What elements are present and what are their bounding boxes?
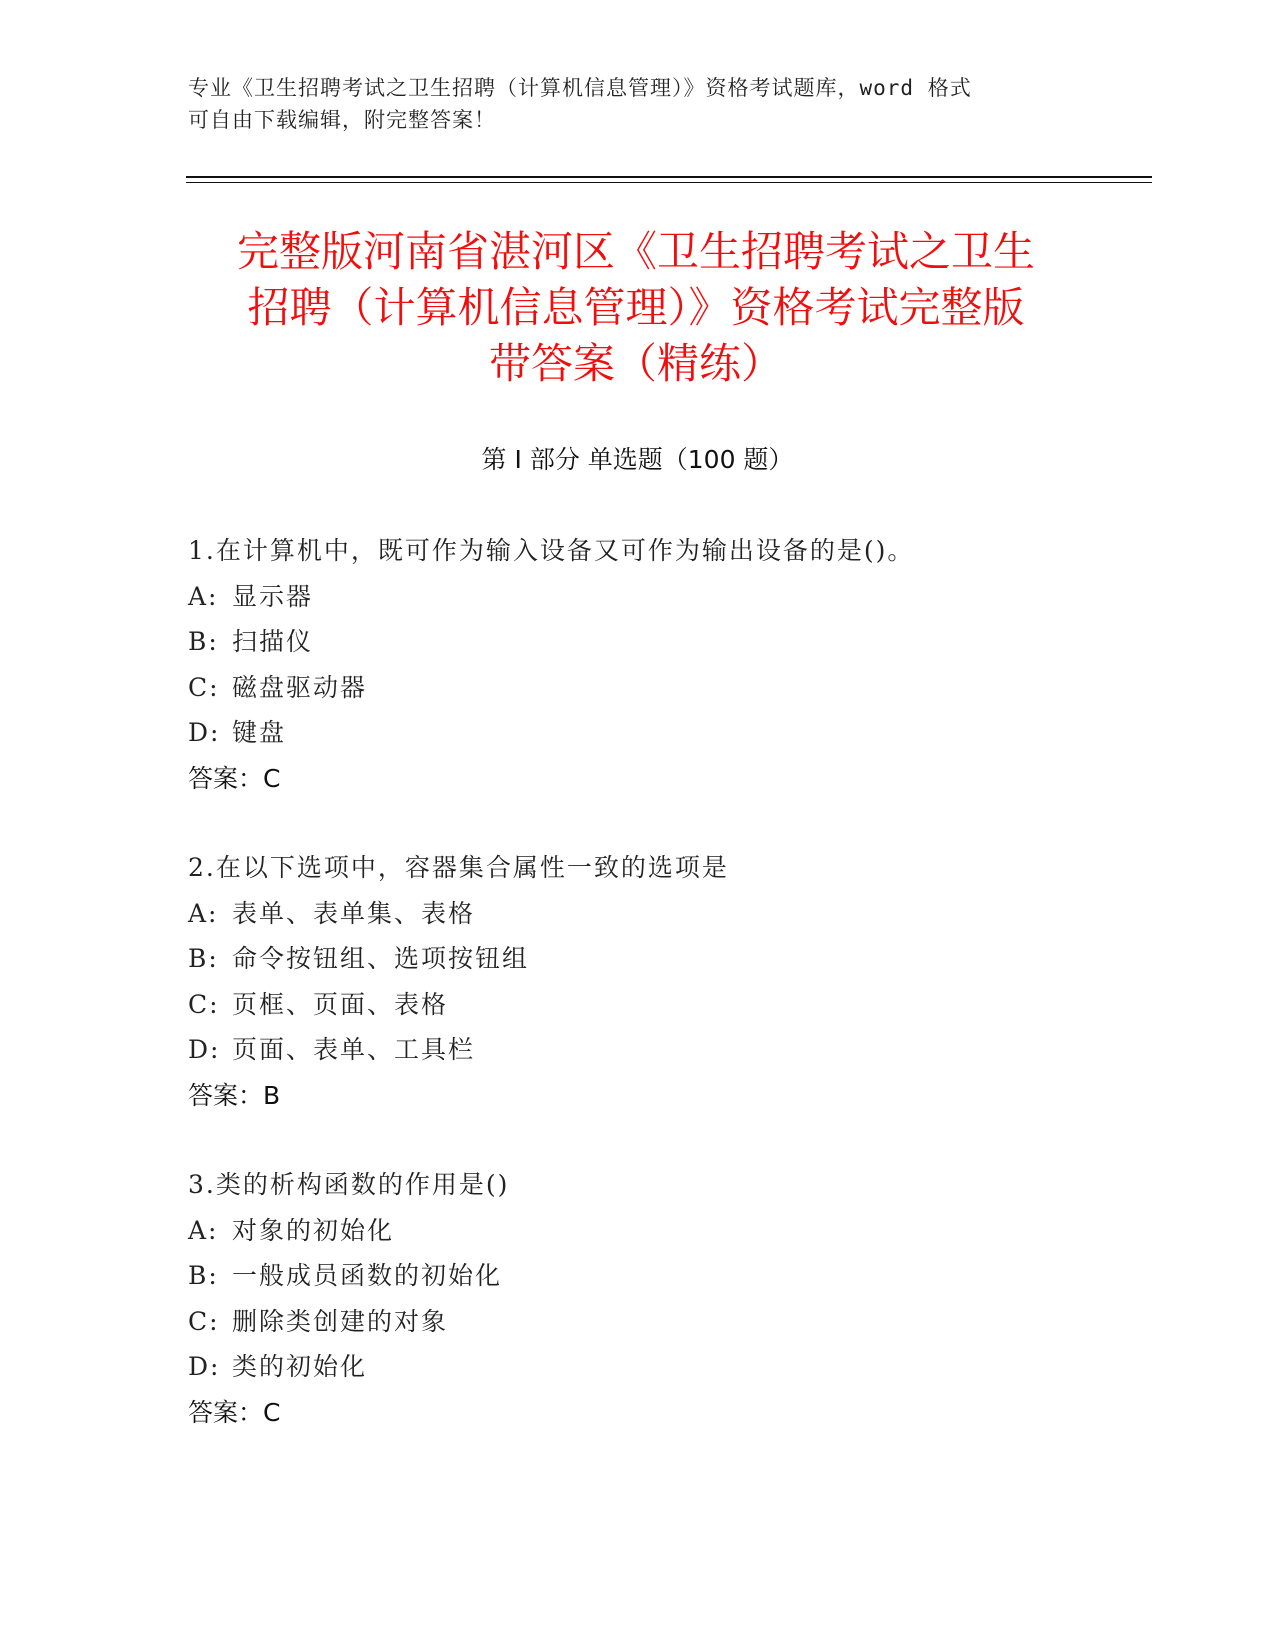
question-item: [188, 528, 1148, 801]
option-letter: A:: [188, 581, 219, 611]
option-letter: A:: [188, 898, 219, 928]
answer-line: 答案：C: [188, 1397, 281, 1427]
header-note-line: 可自由下载编辑，附完整答案！: [188, 108, 496, 132]
question-stem: 3.类的析构函数的作用是(): [188, 1170, 510, 1199]
option-b: [188, 619, 1148, 665]
option-letter: C:: [188, 672, 220, 702]
option-c: [188, 1299, 1148, 1345]
answer-line: 答案：B: [188, 1080, 281, 1110]
header-note: [188, 72, 1068, 136]
option-letter: A:: [188, 1215, 219, 1245]
question-stem: 1.在计算机中，既可作为输入设备又可作为输出设备的是()。: [188, 536, 915, 565]
title-line: 完整版河南省湛河区《卫生招聘考试之卫生: [236, 227, 1035, 276]
option-text: 对象的初始化: [232, 1215, 395, 1245]
question-list: [188, 528, 1148, 1479]
header-divider: [186, 182, 1152, 183]
option-c: [188, 982, 1148, 1028]
document-title: [186, 224, 1086, 392]
option-text: 磁盘驱动器: [232, 672, 368, 702]
header-divider: [186, 176, 1152, 178]
option-letter: D:: [188, 1035, 221, 1064]
option-a: [188, 574, 1148, 620]
option-c: [188, 665, 1148, 711]
option-text: 一般成员函数的初始化: [232, 1261, 503, 1290]
option-text: 键盘: [232, 718, 287, 747]
title-line: 带答案（精练）: [488, 339, 783, 388]
question-item: [188, 1162, 1148, 1435]
option-text: 类的初始化: [232, 1352, 368, 1381]
question-item: [188, 845, 1148, 1118]
option-d: [188, 1344, 1148, 1390]
option-letter: D:: [188, 1352, 221, 1381]
option-d: [188, 1027, 1148, 1073]
option-b: [188, 1253, 1148, 1299]
answer-line: 答案：C: [188, 763, 281, 793]
option-letter: B:: [188, 1261, 219, 1290]
title-line: 招聘（计算机信息管理）》资格考试完整版: [247, 283, 1025, 332]
option-text: 表单、表单集、表格: [232, 898, 476, 928]
option-text: 显示器: [232, 581, 314, 611]
option-d: [188, 710, 1148, 756]
option-letter: D:: [188, 718, 221, 747]
option-a: [188, 891, 1148, 937]
section-heading: 第 I 部分 单选题（100 题）: [481, 445, 794, 474]
option-letter: B:: [188, 944, 219, 973]
option-b: [188, 936, 1148, 982]
question-stem: 2.在以下选项中，容器集合属性一致的选项是: [188, 853, 729, 882]
option-text: 页框、页面、表格: [232, 989, 449, 1019]
option-text: 扫描仪: [232, 627, 314, 656]
option-letter: C:: [188, 989, 220, 1019]
option-text: 命令按钮组、选项按钮组: [232, 944, 530, 973]
option-a: [188, 1208, 1148, 1254]
option-text: 页面、表单、工具栏: [232, 1035, 476, 1064]
option-text: 删除类创建的对象: [232, 1306, 449, 1336]
header-note-line: 专业《卫生招聘考试之卫生招聘（计算机信息管理）》资格考试题库，word 格式: [188, 76, 972, 100]
option-letter: C:: [188, 1306, 220, 1336]
option-letter: B:: [188, 627, 219, 656]
